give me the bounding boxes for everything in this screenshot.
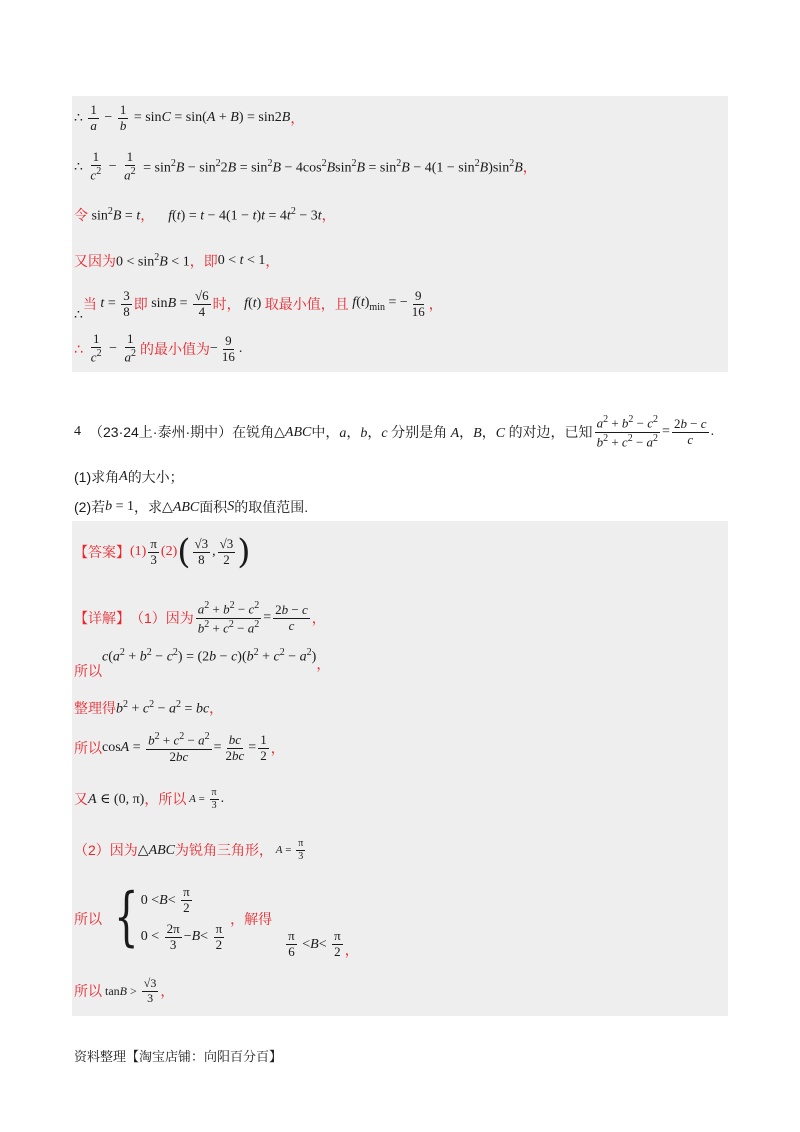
text: (2) [160,544,178,559]
punct: ， [428,296,443,312]
text: 当 [82,296,97,312]
detail-line: 所以 { 0 < B < $\frac{\pi}{2}$ 0 < $\frac{2\pi}{3}$ − B < $\frac{\pi}{2}$ ，解得 $\frac{\pi}{6}$ < B < $\frac{\pi}{2}$ ， [74,880,359,960]
punct: ， [321,207,336,223]
text: 为锐角三角形， [175,842,274,858]
punct: . [220,791,225,806]
step-line: ∴ $\frac{1}{c^2}$ − $\frac{1}{a^2}$ = $\sin^2B - \sin^22B = \sin^2B - 4\cos^2Bsin^2B = \sin^2B - 4(1 - \sin^2B)\sin^2B$ ， [74,149,537,183]
text: (1) [130,544,147,559]
punct: ， [344,942,359,958]
problem-part-2: (2)若 b = 1 ，求 △ABC 面积 S 的取值范围. [74,499,309,515]
punct: ， [160,983,175,999]
text: 所以 [74,663,102,679]
answer-line: 【答案】 (1) $\frac{\pi}{3}$ (2) ( $\frac{√3}{8}$ , $\frac{√3}{2}$ ) [74,532,251,572]
detail-line: 所以 $c(a^2 + b^2 - c^2) = (2b - c)(b^2 + c^2 - a^2)$ ， [74,647,331,679]
text: 的大小； [127,469,184,485]
text: 即 [133,296,148,312]
text: 中， [311,424,340,440]
text: 的对边，已知 [508,424,593,440]
text: 整理得 [74,700,116,716]
text: (2)若 [74,499,106,515]
text: 所以 [74,740,102,756]
problem-statement: 4 （23·24上·泰州·期中） 在锐角 △ABC 中， a，b，c 分别是角 A，B，C 的对边，已知 $\frac{a^2 + b^2 - c^2}{b^2 + c^2 - a^2}$ = $\frac{2b - c}{c}$ . [74,414,715,449]
step-line: ∴ 当 t = $\frac{3}{8}$ 即 sinB = $\frac{√6}{4}$ 时， f(t) 取最小值，且 $f(t)_{min}$ = − $\frac{9}{16}$ ， [74,287,443,323]
text: 分别是角 [391,424,448,440]
text: 在锐角 [232,424,275,440]
text: (1)求角 [74,469,120,485]
detail-line: 整理得 $b^2 + c^2 - a^2$ = bc ， [74,698,224,717]
text: ，即 [189,253,218,269]
punct: ， [522,159,537,175]
text: 时， [212,296,241,312]
step-line: 令 $\sin^2B = t$ ， $f(t) = t - 4(1 - t)t = 4t^2 - 3t$ ， [74,205,336,224]
detail-line: 又 A ∈ (0, π) ，所以 A = $\frac{\pi}{3}$ . [74,787,225,811]
text: （2）因为 [74,842,138,858]
detail-line: 所以 tanB > $\frac{√3}{3}$ ， [74,975,175,1005]
text: 所以 [74,911,102,927]
punct: ， [270,740,285,756]
detail-line: 【详解】 （1）因为 $\frac{a^2 + b^2 - c^2}{b^2 + c^2 - a^2}$ = $\frac{2b - c}{c}$ ， [74,600,326,635]
text: ，解得 [230,911,273,927]
answer-label: 【答案】 [74,544,130,560]
problem-source: （23·24上·泰州·期中） [89,424,233,440]
step-line: ∴ $\frac{1}{c^2}$ − $\frac{1}{a^2}$ 的最小值为 − $\frac{9}{16}$ . [74,331,243,365]
inequality-system: { 0 < B < $\frac{\pi}{2}$ 0 < $\frac{2\pi}{3}$ − B < $\frac{\pi}{2}$ [114,880,223,955]
step-line: ∴ $\frac{1}{a}$ − $\frac{1}{b}$ = sinC = sin(A + B) = sin2B ， [74,101,305,133]
problem-number: 4 [74,424,81,439]
punct: ， [140,207,155,223]
text: 所以 [74,983,102,999]
text: （1）因为 [130,610,194,626]
punct: ， [316,656,331,672]
detail-line: （2）因为 △ABC 为锐角三角形， A = $\frac{\pi}{3}$ [74,838,304,862]
text: 又因为 [74,253,116,269]
text: 的最小值为 [139,341,210,357]
punct: . [238,341,243,356]
punct: ， [290,110,305,126]
footer-source: 资料整理【淘宝店铺：向阳百分百】 [74,1049,283,1064]
text: 面积 [199,499,228,515]
detail-line: 所以 cosA = $\frac{b^2 + c^2 - a^2}{2bc}$ = $\frac{bc}{2bc}$ = $\frac{1}{2}$ ， [74,731,285,764]
text: 的取值范围. [234,499,309,515]
punct: ， [265,253,280,269]
detail-label: 【详解】 [74,610,130,626]
text: 取最小值，且 [264,296,349,312]
punct: ， [311,610,326,626]
text: 又 [74,791,88,807]
problem-part-1: (1)求角 A 的大小； [74,469,184,485]
text: ，求 [134,499,163,515]
punct: ， [209,700,224,716]
step-line: 又因为 $0 < \sin^2B < 1$ ，即 0 < t < 1 ， [74,251,280,270]
text: ，所以 [144,791,187,807]
text: 令 [74,207,88,223]
